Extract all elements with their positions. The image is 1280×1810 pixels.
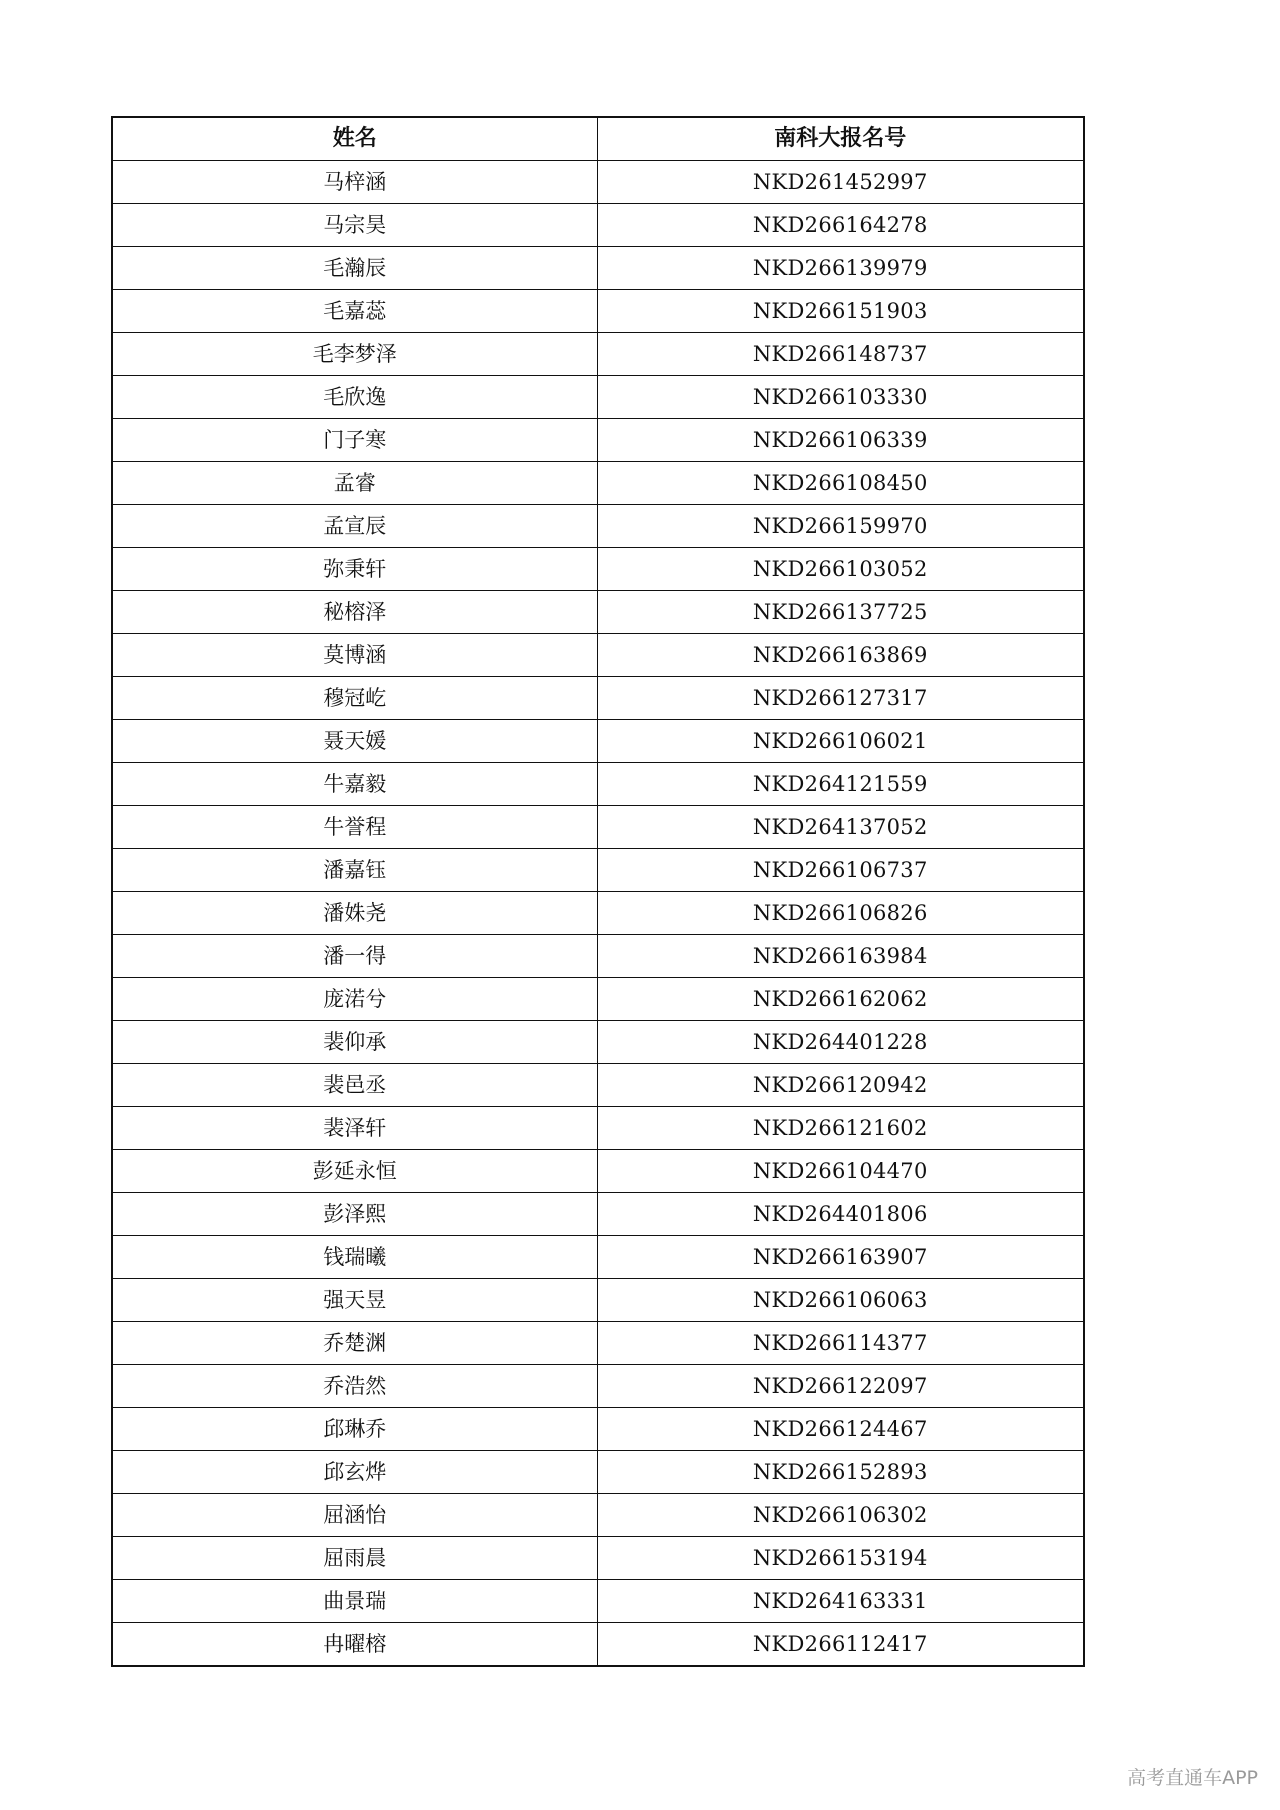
- registration-number-cell: NKD266163907: [597, 1236, 1084, 1279]
- table-row: [112, 1064, 1084, 1107]
- registration-number-cell: NKD266106021: [597, 720, 1084, 763]
- registration-number-cell: NKD266108450: [597, 462, 1084, 505]
- registration-number-cell: NKD266106063: [597, 1279, 1084, 1322]
- registration-number-cell: NKD266163869: [597, 634, 1084, 677]
- table-header-row: [112, 117, 1084, 161]
- registration-number-cell: NKD264401228: [597, 1021, 1084, 1064]
- name-cell: 强天昱: [112, 1279, 597, 1322]
- table-row: [112, 1150, 1084, 1193]
- registration-number-cell: NKD266114377: [597, 1322, 1084, 1365]
- registration-number-cell: NKD266148737: [597, 333, 1084, 376]
- table-row: [112, 1494, 1084, 1537]
- registration-number-cell: NKD266139979: [597, 247, 1084, 290]
- registration-number-cell: NKD264401806: [597, 1193, 1084, 1236]
- name-cell: 屈涵怡: [112, 1494, 597, 1537]
- table-row: [112, 1193, 1084, 1236]
- table-row: [112, 376, 1084, 419]
- registration-number-cell: NKD266162062: [597, 978, 1084, 1021]
- name-cell: 门子寒: [112, 419, 597, 462]
- table-row: [112, 1537, 1084, 1580]
- table-row: [112, 1107, 1084, 1150]
- table-row: [112, 720, 1084, 763]
- name-cell: 屈雨晨: [112, 1537, 597, 1580]
- table-row: [112, 634, 1084, 677]
- name-cell: 冉曜榕: [112, 1623, 597, 1667]
- registration-number-cell: NKD266106737: [597, 849, 1084, 892]
- name-cell: 毛瀚辰: [112, 247, 597, 290]
- table-row: [112, 1623, 1084, 1667]
- name-cell: 孟睿: [112, 462, 597, 505]
- registration-number-cell: NKD266106302: [597, 1494, 1084, 1537]
- table-row: [112, 419, 1084, 462]
- name-cell: 庞渃兮: [112, 978, 597, 1021]
- table-body: [112, 161, 1084, 1667]
- registration-number-cell: NKD266137725: [597, 591, 1084, 634]
- registration-number-cell: NKD266127317: [597, 677, 1084, 720]
- registration-number-cell: NKD266152893: [597, 1451, 1084, 1494]
- registration-number-cell: NKD266122097: [597, 1365, 1084, 1408]
- table-row: [112, 1408, 1084, 1451]
- registration-number-cell: NKD266121602: [597, 1107, 1084, 1150]
- table-row: [112, 763, 1084, 806]
- registration-table: [111, 116, 1085, 1667]
- registration-number-cell: NKD266124467: [597, 1408, 1084, 1451]
- registration-number-cell: NKD266106339: [597, 419, 1084, 462]
- table-row: [112, 591, 1084, 634]
- registration-number-cell: NKD266103052: [597, 548, 1084, 591]
- name-cell: 毛李梦泽: [112, 333, 597, 376]
- name-cell: 牛嘉毅: [112, 763, 597, 806]
- name-cell: 乔浩然: [112, 1365, 597, 1408]
- table-row: [112, 1322, 1084, 1365]
- name-cell: 彭延永恒: [112, 1150, 597, 1193]
- name-cell: 裴泽轩: [112, 1107, 597, 1150]
- table-row: [112, 849, 1084, 892]
- registration-number-cell: NKD266159970: [597, 505, 1084, 548]
- name-cell: 秘榕泽: [112, 591, 597, 634]
- table-row: [112, 1236, 1084, 1279]
- registration-number-cell: NKD266104470: [597, 1150, 1084, 1193]
- table-row: [112, 247, 1084, 290]
- registration-number-cell: NKD266103330: [597, 376, 1084, 419]
- registration-number-cell: NKD266163984: [597, 935, 1084, 978]
- name-cell: 裴仰承: [112, 1021, 597, 1064]
- registration-number-cell: NKD266120942: [597, 1064, 1084, 1107]
- table-row: [112, 806, 1084, 849]
- registration-number-cell: NKD266164278: [597, 204, 1084, 247]
- table-row: [112, 1279, 1084, 1322]
- registration-number-column-header: 南科大报名号: [597, 117, 1084, 161]
- name-cell: 莫博涵: [112, 634, 597, 677]
- table-row: [112, 333, 1084, 376]
- table-row: [112, 1580, 1084, 1623]
- table-row: [112, 204, 1084, 247]
- name-cell: 毛欣逸: [112, 376, 597, 419]
- registration-number-cell: NKD266106826: [597, 892, 1084, 935]
- registration-number-cell: NKD264121559: [597, 763, 1084, 806]
- table-row: [112, 1365, 1084, 1408]
- name-cell: 牛誉程: [112, 806, 597, 849]
- name-cell: 钱瑞曦: [112, 1236, 597, 1279]
- name-column-header: 姓名: [112, 117, 597, 161]
- registration-number-cell: NKD266112417: [597, 1623, 1084, 1667]
- table-row: [112, 677, 1084, 720]
- table-row: [112, 161, 1084, 204]
- table-row: [112, 290, 1084, 333]
- name-cell: 彭泽熙: [112, 1193, 597, 1236]
- table-row: [112, 892, 1084, 935]
- name-cell: 曲景瑞: [112, 1580, 597, 1623]
- registration-number-cell: NKD266151903: [597, 290, 1084, 333]
- table-row: [112, 462, 1084, 505]
- table-row: [112, 978, 1084, 1021]
- name-cell: 毛嘉蕊: [112, 290, 597, 333]
- name-cell: 潘嘉钰: [112, 849, 597, 892]
- table-row: [112, 935, 1084, 978]
- watermark-text: 高考直通车APP: [1127, 1767, 1258, 1789]
- name-cell: 邱琳乔: [112, 1408, 597, 1451]
- name-cell: 马梓涵: [112, 161, 597, 204]
- registration-number-cell: NKD264137052: [597, 806, 1084, 849]
- name-cell: 穆冠屹: [112, 677, 597, 720]
- table-row: [112, 1021, 1084, 1064]
- name-cell: 乔楚渊: [112, 1322, 597, 1365]
- name-cell: 弥秉轩: [112, 548, 597, 591]
- table-row: [112, 1451, 1084, 1494]
- name-cell: 聂天媛: [112, 720, 597, 763]
- registration-number-cell: NKD264163331: [597, 1580, 1084, 1623]
- table-row: [112, 548, 1084, 591]
- registration-number-cell: NKD266153194: [597, 1537, 1084, 1580]
- registration-number-cell: NKD261452997: [597, 161, 1084, 204]
- table-row: [112, 505, 1084, 548]
- name-cell: 潘姝尧: [112, 892, 597, 935]
- name-cell: 裴邑丞: [112, 1064, 597, 1107]
- name-cell: 邱玄烨: [112, 1451, 597, 1494]
- name-cell: 潘一得: [112, 935, 597, 978]
- name-cell: 马宗昊: [112, 204, 597, 247]
- name-cell: 孟宣辰: [112, 505, 597, 548]
